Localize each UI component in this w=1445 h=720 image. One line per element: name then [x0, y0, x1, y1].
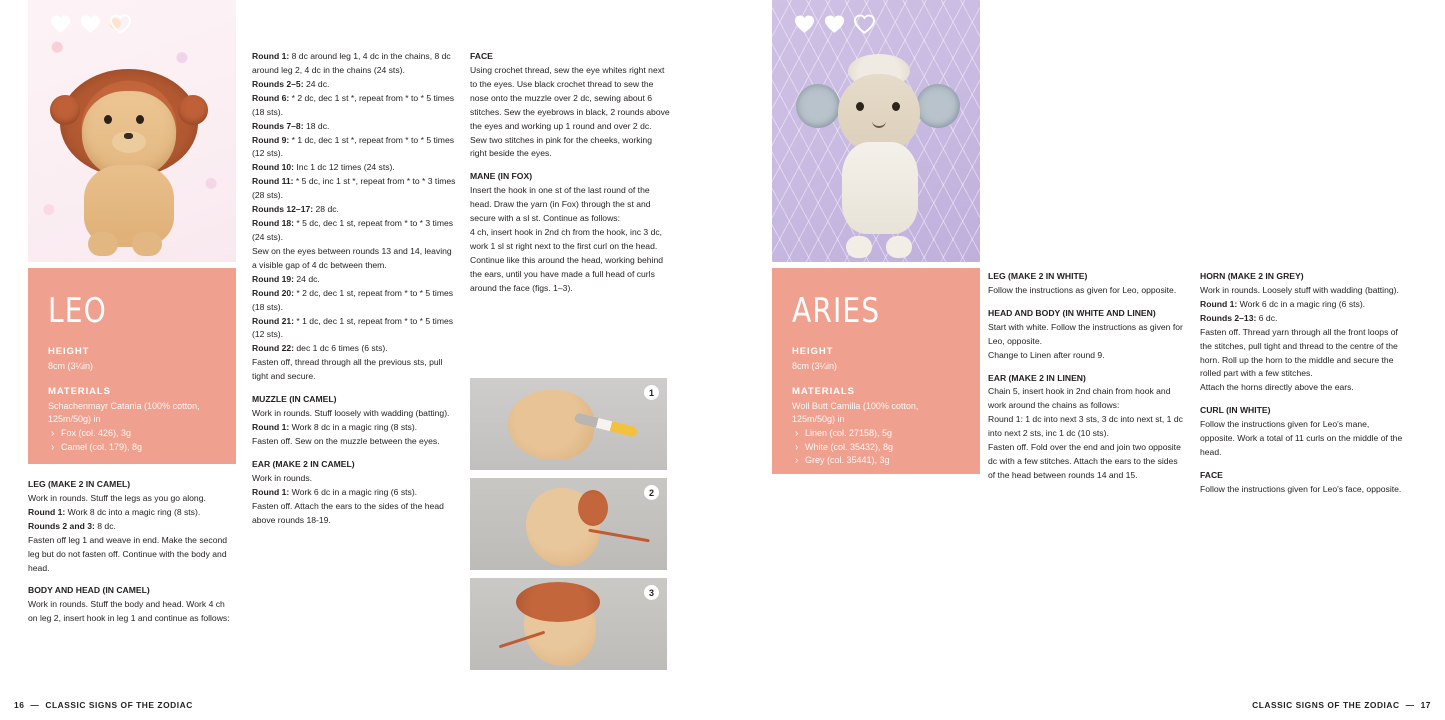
aries-body	[842, 142, 918, 234]
step-photo-3	[470, 578, 667, 670]
height-value: 8cm (3¼in)	[792, 361, 838, 371]
body-paragraph: Follow the instructions given for Leo's face, opposite.	[1200, 483, 1402, 494]
leo-difficulty-hearts	[50, 14, 131, 34]
body-paragraph: Rounds 2–5: 24 dc.	[252, 78, 330, 89]
heart-outline-3	[854, 14, 875, 34]
body-paragraph: Change to Linen after round 9.	[988, 349, 1105, 360]
leo-hero-photo	[28, 0, 236, 262]
body-paragraph: Rounds 7–8: 18 dc.	[252, 120, 330, 131]
paragraph-spacer	[1200, 460, 1405, 469]
body-paragraph: Round 1: 1 dc into next 3 sts, 3 dc into next st, 1 dc into next 2 sts, inc 1 dc (10 sts).	[988, 414, 1183, 439]
body-paragraph: Fasten off leg 1 and weave in end. Make the second leg but do not fasten off. Continue with the body and head.	[28, 534, 228, 573]
body-paragraph: Round 18: * 5 dc, dec 1 st, repeat from * to * 3 times (24 sts).	[252, 218, 454, 242]
materials-intro: Woll Butt Camilla (100% cotton, 125m/50g) in	[792, 401, 919, 425]
body-paragraph: Fasten off. Fold over the end and join two opposite dc with a few stitches. Attach the ears to the sides of the head between rounds 14 and 15.	[988, 442, 1181, 480]
aries-toy-illustration	[794, 50, 962, 258]
body-paragraph: 4 ch, insert hook in 2nd ch from the hook, inc 3 dc, work 1 sl st right next to the first curl on the head. Continue like this around the head, working behind the ears, until you have made a full head of curls around the face (figs. 1–3).	[470, 227, 664, 293]
leo-column-2	[252, 50, 457, 527]
section-heading: LEG (MAKE 2 IN WHITE)	[988, 271, 1088, 281]
section-heading: EAR (MAKE 2 IN CAMEL)	[252, 458, 355, 469]
section-heading: BODY AND HEAD (IN CAMEL)	[28, 585, 150, 596]
left-page	[0, 0, 722, 720]
body-paragraph: Rounds 2–13: 6 dc.	[1200, 312, 1278, 323]
step-number-badge: 1	[644, 385, 659, 400]
height-label: HEIGHT	[48, 346, 90, 357]
body-paragraph: Round 20: * 2 dc, dec 1 st, repeat from * to * 5 times (18 sts).	[252, 287, 454, 312]
body-paragraph: Follow the instructions given for Leo's mane, opposite. Work a total of 11 curls on the middle of the head.	[1200, 419, 1403, 458]
section-heading: CURL (IN WHITE)	[1200, 405, 1271, 416]
right-page-footer	[1252, 700, 1431, 710]
leo-column-3	[470, 50, 670, 296]
running-head-left: CLASSIC SIGNS OF THE ZODIAC	[45, 700, 193, 710]
heart-filled-1	[794, 14, 815, 34]
section-heading: FACE	[1200, 469, 1223, 480]
body-paragraph: Work in rounds. Loosely stuff with wadding (batting).	[1200, 284, 1399, 295]
body-paragraph: Follow the instructions as given for Leo, opposite.	[988, 284, 1177, 295]
aries-column-2	[1200, 270, 1405, 497]
paragraph-spacer	[470, 161, 670, 170]
aries-column-1	[988, 270, 1184, 483]
step1-head	[508, 390, 594, 460]
height-label: HEIGHT	[792, 346, 834, 357]
body-paragraph: Round 10: Inc 1 dc 12 times (24 sts).	[252, 162, 395, 173]
materials-list-aries	[792, 427, 960, 468]
body-paragraph: Round 1: Work 6 dc in a magic ring (6 sts).	[252, 486, 418, 497]
step-number-badge: 3	[644, 585, 659, 600]
page-number-right: 17	[1420, 700, 1431, 710]
left-page-footer	[14, 700, 193, 710]
paragraph-spacer	[28, 575, 234, 584]
aries-horn-right	[916, 84, 960, 128]
aries-horn-left	[796, 84, 840, 128]
body-paragraph: Round 9: * 1 dc, dec 1 st *, repeat from * to * 5 times (12 sts).	[252, 134, 455, 159]
step-number-badge: 2	[644, 485, 659, 500]
aries-eye-left	[856, 102, 864, 111]
body-paragraph: Work in rounds.	[252, 472, 313, 483]
step2-mane	[578, 490, 608, 526]
body-paragraph: Round 1: Work 8 dc in a magic ring (8 sts).	[252, 421, 418, 432]
paragraph-spacer	[252, 384, 457, 393]
body-paragraph: Insert the hook in one st of the last round of the head. Draw the yarn (in Fox) through the st and secure with a sl st. Continue as follows:	[470, 185, 651, 224]
heart-filled-2	[80, 14, 101, 34]
heart-filled-2	[824, 14, 845, 34]
section-heading: HORN (MAKE 2 IN GREY)	[1200, 271, 1304, 281]
leo-toy-illustration	[54, 69, 204, 254]
sign-title-leo: LEO	[48, 291, 107, 331]
list-item: › Fox (col. 426), 3g	[48, 427, 216, 441]
body-paragraph: Rounds 12–17: 28 dc.	[252, 204, 339, 215]
body-paragraph: Work in rounds. Stuff the legs as you go along.	[28, 492, 206, 503]
materials-label: MATERIALS	[48, 386, 111, 398]
section-heading: MUZZLE (IN CAMEL)	[252, 394, 337, 405]
leo-column-1	[28, 478, 234, 626]
aries-leg-left	[846, 236, 872, 258]
aries-difficulty-hearts	[794, 14, 875, 34]
materials-list-leo	[48, 427, 216, 454]
lion-leg-left	[88, 232, 118, 256]
body-paragraph: Start with white. Follow the instructions as given for	[988, 321, 1183, 332]
running-head-right: CLASSIC SIGNS OF THE ZODIAC	[1252, 700, 1400, 710]
section-heading: HEAD AND BODY (IN WHITE AND LINEN)	[988, 307, 1156, 318]
page-number-left: 16	[14, 700, 25, 710]
heart-filled-1	[50, 14, 71, 34]
lion-eye-right	[136, 115, 144, 124]
section-heading: LEG (MAKE 2 IN CAMEL)	[28, 479, 131, 489]
lion-eye-left	[104, 115, 112, 124]
body-paragraph: Round 19: 24 dc.	[252, 273, 320, 284]
materials-intro: Schachenmayr Catania (100% cotton, 125m/50g) in	[48, 401, 200, 425]
footer-dash: —	[30, 700, 40, 710]
right-page	[722, 0, 1445, 720]
list-item: › Camel (col. 179), 8g	[48, 441, 216, 455]
body-paragraph: Round 21: * 1 dc, dec 1 st, repeat from * to * 5 times (12 sts).	[252, 315, 454, 340]
body-paragraph: Round 1: Work 6 dc in a magic ring (6 sts).	[1200, 298, 1366, 309]
body-paragraph: Fasten off, thread through all the previous sts, pull tight and secure.	[252, 357, 443, 382]
leo-info-box	[28, 268, 236, 464]
body-paragraph: Using crochet thread, sew the eye whites right next to the eyes. Use black crochet thread to sew the nose onto the muzzle over 2 dc, sewing about 6 stitches. Sew the eyebrows in black, 2 rounds above the eyes and working up 1 round and over 2 dc. Sew two stitches in pink for the cheeks, working right beside the eyes.	[470, 64, 670, 159]
section-heading: FACE	[470, 51, 493, 61]
paragraph-spacer	[988, 363, 1184, 372]
paragraph-spacer	[252, 449, 457, 458]
body-paragraph: Round 22: dec 1 dc 6 times (6 sts).	[252, 343, 388, 354]
list-item: › Linen (col. 27158), 5g	[792, 427, 960, 441]
step-photo-1	[470, 378, 667, 470]
section-heading: MANE (IN FOX)	[470, 171, 533, 182]
list-item: › Grey (col. 35441), 3g	[792, 454, 960, 468]
body-paragraph: Rounds 2 and 3: 8 dc.	[28, 520, 116, 531]
body-paragraph: Attach the horns directly above the ears.	[1200, 382, 1354, 393]
height-value: 8cm (3¼in)	[48, 361, 94, 371]
body-paragraph: Work in rounds. Stuff loosely with wadding (batting).	[252, 408, 450, 419]
materials-label: MATERIALS	[792, 386, 855, 398]
body-paragraph: Leo, opposite.	[988, 335, 1042, 346]
heart-outline-3	[110, 14, 131, 34]
section-heading: EAR (MAKE 2 IN LINEN)	[988, 372, 1086, 383]
step-photo-2	[470, 478, 667, 570]
body-paragraph: Fasten off. Thread yarn through all the front loops of the stitches, pull tight and thread to the centre of the horn. Roll up the horn to the middle and secure the rolled part with a few stitches.	[1200, 326, 1398, 379]
lion-leg-right	[132, 232, 162, 256]
leo-step-photos	[470, 378, 667, 678]
step3-mane	[516, 582, 600, 622]
body-paragraph: Round 1: Work 8 dc into a magic ring (8 sts).	[28, 506, 201, 517]
body-paragraph: Round 11: * 5 dc, inc 1 st *, repeat from * to * 3 times (28 sts).	[252, 176, 456, 201]
paragraph-spacer	[1200, 395, 1405, 404]
aries-eye-right	[892, 102, 900, 111]
body-paragraph: Fasten off. Sew on the muzzle between the eyes.	[252, 435, 440, 446]
list-item: › White (col. 35432), 8g	[792, 441, 960, 455]
aries-info-box	[772, 268, 980, 474]
body-paragraph: Work in rounds. Stuff the body and head. Work 4 ch on leg 2, insert hook in leg 1 and continue as follows:	[28, 599, 230, 624]
body-paragraph: Sew on the eyes between rounds 13 and 14, leaving a visible gap of 4 dc between them.	[252, 245, 452, 270]
aries-leg-right	[886, 236, 912, 258]
lion-nose	[124, 133, 133, 139]
sign-title-aries: ARIES	[792, 291, 881, 331]
paragraph-spacer	[988, 298, 1184, 307]
body-paragraph: Chain 5, insert hook in 2nd chain from hook and work around the chains as follows:	[988, 386, 1171, 411]
body-paragraph: Round 1: 8 dc around leg 1, 4 dc in the chains, 8 dc around leg 2, 4 dc in the chains (24 sts).	[252, 51, 451, 75]
body-paragraph: Round 6: * 2 dc, dec 1 st *, repeat from * to * 5 times (18 sts).	[252, 92, 455, 117]
footer-dash: —	[1405, 700, 1415, 710]
aries-hero-photo	[772, 0, 980, 262]
body-paragraph: Fasten off. Attach the ears to the sides of the head above rounds 18-19.	[252, 500, 444, 525]
